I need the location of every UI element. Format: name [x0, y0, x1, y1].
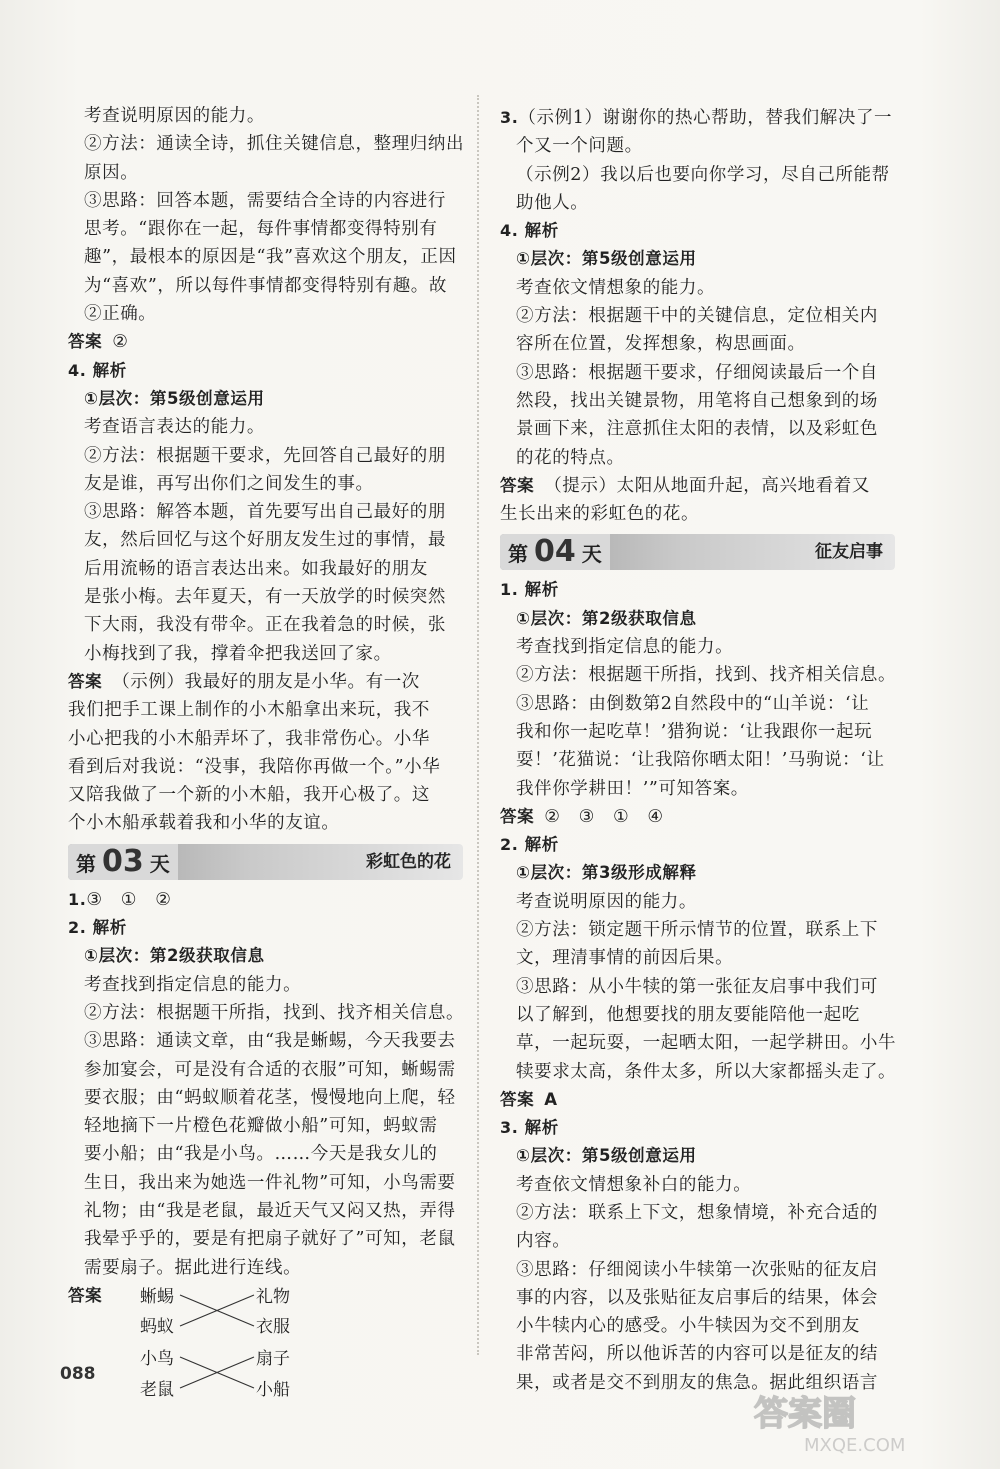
- answer-line: [500, 803, 895, 831]
- text-line: 考查找到指定信息的能力。: [84, 974, 302, 995]
- day-prefix: 第: [76, 851, 96, 876]
- text-line: ③思路：回答本题，需要结合全诗的内容进行: [84, 190, 446, 211]
- text-line: 要小船；由“我是小鸟。……今天是我女儿的: [84, 1144, 438, 1165]
- right-q3-lines: [500, 132, 895, 217]
- analysis-heading: 解析: [524, 221, 559, 241]
- question-number: 2.: [500, 835, 519, 855]
- left-answer2-lines: [68, 696, 463, 837]
- text-line: 参加宴会，可是没有合适的衣服”可知，蜥蜴需: [84, 1059, 456, 1080]
- right-q4-lines: [500, 274, 895, 472]
- text-line: 我和你一起吃草！’猎狗说：‘让我跟你一起玩: [516, 721, 873, 742]
- text-line: ②方法：根据题干要求，先回答自己最好的朋: [84, 445, 446, 466]
- text-line: 我们把手工课上制作的小木船拿出来玩，我不: [68, 700, 430, 721]
- text-line: ③思路：通读文章，由“我是蜥蜴，今天我要去: [84, 1031, 456, 1052]
- question-text: （示例1）谢谢你的热心帮助，替我们解决了一: [518, 108, 893, 128]
- left-intro-lines: [68, 102, 463, 328]
- text-line: 考查说明原因的能力。: [84, 106, 265, 126]
- level-line: ①层次：第3级形成解释: [516, 863, 697, 883]
- text-line: 又陪我做了一个新的小木船，我开心极了。这: [68, 785, 430, 806]
- text-line: 小牛犊内心的感受。小牛犊因为交不到朋友: [516, 1316, 860, 1337]
- text-line: 犊要求太高，条件太多，所以大家都摇头走了。: [516, 1061, 897, 1082]
- text-line: 助他人。: [516, 192, 589, 213]
- question-heading: [68, 914, 463, 942]
- right-column: [500, 104, 895, 1397]
- text-line: 轻地摘下一片橙色花瓣做小船”可知，蚂蚁需: [84, 1116, 438, 1137]
- text-line: 友，然后回忆与这个好朋友发生过的事情，最: [84, 530, 446, 551]
- text-line: ③思路：从小牛犊的第一张征友启事中我们可: [516, 976, 878, 997]
- answer-text-cont: 生长出来的彩虹色的花。: [500, 504, 700, 525]
- question-line: [500, 104, 895, 132]
- analysis-heading: 解析: [524, 1118, 559, 1138]
- text-line: ③思路：仔细阅读小牛犊第一次张贴的征友启: [516, 1259, 878, 1280]
- text-line: 个又一个问题。: [516, 136, 643, 157]
- match-lines: [178, 1282, 258, 1402]
- text-line: 然段，找出关键景物，用笔将自己想象到的场: [516, 390, 878, 411]
- text-line: ②方法：根据题干所指，找到、找齐相关信息。: [516, 665, 897, 686]
- text-line: 考查说明原因的能力。: [516, 891, 697, 912]
- question-number: 4.: [68, 360, 87, 380]
- day-suffix: 天: [581, 542, 602, 567]
- left-q4-lines: [68, 413, 463, 668]
- text-line: 景画下来，注意抓住太阳的表情，以及彩虹色: [516, 419, 878, 440]
- right-d4q3-lines: [500, 1171, 895, 1397]
- level-line: ①层次：第2级获取信息: [516, 608, 697, 628]
- text-line: 生日，我出来为她选一件礼物”可知，小鸟需要: [84, 1172, 456, 1193]
- text-line: 要衣服；由“蚂蚁顺着花茎，慢慢地向上爬，轻: [84, 1087, 456, 1108]
- question-heading: [500, 576, 895, 604]
- text-line: ②方法：通读全诗，抓住关键信息，整理归纳出: [84, 134, 465, 155]
- text-line: 趣”，最根本的原因是“我”喜欢这个朋友，正因: [84, 247, 457, 268]
- question-line: [68, 886, 463, 914]
- text-line: 原因。: [84, 162, 139, 183]
- text-line: ③思路：解答本题，首先要写出自己最好的朋: [84, 502, 446, 523]
- question-heading: [500, 217, 895, 245]
- question-number: 3.: [500, 108, 519, 127]
- day-banner-03: [68, 844, 463, 880]
- answer-line: [500, 1086, 895, 1114]
- answer-text: （示例）我最好的朋友是小华。有一次: [112, 671, 420, 692]
- text-line: 小梅找到了我，撑着伞把我送回了家。: [84, 643, 392, 664]
- day-topic: 彩虹色的花: [366, 851, 451, 872]
- day-topic: 征友启事: [815, 542, 883, 563]
- text-line: 礼物；由“我是老鼠，最近天气又闷又热，弄得: [84, 1200, 456, 1221]
- day-prefix: 第: [508, 542, 528, 567]
- text-line: 考查依文情想象补白的能力。: [516, 1174, 752, 1195]
- text-line: 个小木船承载着我和小华的友谊。: [68, 813, 340, 834]
- answer-line: [68, 668, 463, 696]
- text-line: ③思路：由倒数第2自然段中的“山羊说：‘让: [516, 693, 870, 714]
- answer-label: 答案: [500, 806, 535, 826]
- analysis-heading: 解析: [92, 918, 127, 938]
- question-answer: ③ ① ②: [86, 889, 172, 910]
- left-d3q2-lines: [68, 971, 463, 1282]
- answer-text: （提示）太阳从地面升起，高兴地看着又: [544, 475, 871, 496]
- answer-label: 答案: [68, 332, 103, 352]
- text-line: ③思路：根据题干要求，仔细阅读最后一个自: [516, 362, 878, 383]
- question-number: 1.: [500, 580, 519, 600]
- answer-label: 答案: [500, 475, 535, 495]
- match-right-item: 礼物: [256, 1287, 290, 1308]
- text-line: 容所在位置，发挥想象，构思画面。: [516, 334, 806, 355]
- level-line: ①层次：第5级创意运用: [516, 249, 697, 269]
- text-line: 考查依文情想象的能力。: [516, 277, 716, 298]
- right-d4q1-lines: [500, 633, 895, 803]
- level-line: ①层次：第5级创意运用: [84, 388, 265, 408]
- matching-diagram: [140, 1282, 340, 1412]
- day-suffix: 天: [149, 851, 170, 876]
- text-line: 我伴你学耕田！’”可知答案。: [516, 778, 749, 799]
- text-line: 友是谁，再写出你们之间发生的事。: [84, 473, 374, 494]
- text-line: 为“喜欢”，所以每件事情都变得特别有趣。故: [84, 275, 447, 296]
- text-line: ②正确。: [84, 304, 157, 325]
- text-line: 后用流畅的语言表达出来。如我最好的朋友: [84, 558, 428, 579]
- text-line: 耍！’花猫说：‘让我陪你晒太阳！’马驹说：‘让: [516, 750, 885, 771]
- text-line: 考查语言表达的能力。: [84, 417, 265, 438]
- day-number: 03: [102, 843, 144, 879]
- text-line: 下大雨，我没有带伞。正在我着急的时候，张: [84, 615, 446, 636]
- match-left-item: 老鼠: [140, 1380, 174, 1401]
- text-line: 我晕乎乎的，要是有把扇子就好了”可知，老鼠: [84, 1229, 456, 1250]
- right-d4q2-lines: [500, 888, 895, 1086]
- answer-text: A: [544, 1089, 558, 1109]
- answer-line: [500, 472, 895, 500]
- text-line: 小心把我的小木船弄坏了，我非常伤心。小华: [68, 728, 430, 749]
- level-line: ①层次：第2级获取信息: [84, 946, 265, 966]
- match-right-item: 衣服: [256, 1317, 290, 1338]
- day-box: [500, 534, 610, 570]
- match-left-item: 小鸟: [140, 1349, 174, 1370]
- text-line: 草，一起玩耍，一起晒太阳，一起学耕田。小牛: [516, 1033, 897, 1054]
- text-line: 是张小梅。去年夏天，有一天放学的时候突然: [84, 587, 446, 608]
- text-line: ②方法：根据题干中的关键信息，定位相关内: [516, 306, 878, 327]
- day-box: [68, 844, 178, 880]
- match-left-item: 蚂蚁: [140, 1317, 174, 1338]
- day-number: 04: [534, 534, 576, 570]
- text-line: 考查找到指定信息的能力。: [516, 637, 734, 658]
- svg-text:答案圈: 答案圈: [754, 1394, 856, 1434]
- page-number: 088: [60, 1364, 96, 1384]
- text-line: ②方法：联系上下文，想象情境，补充合适的: [516, 1202, 878, 1223]
- question-heading: [68, 357, 463, 385]
- match-right-item: 扇子: [256, 1349, 290, 1370]
- analysis-heading: 解析: [524, 835, 559, 855]
- text-line: ②方法：根据题干所指，找到、找齐相关信息。: [84, 1002, 465, 1023]
- question-number: 3.: [500, 1118, 519, 1138]
- text-line: 非常苦闷，所以他诉苦的内容可以是征友的结: [516, 1344, 878, 1365]
- text-line: 文，理清事情的前因后果。: [516, 948, 734, 969]
- question-heading: [500, 831, 895, 859]
- text-line: 看到后对我说：“没事，我陪你再做一个。”小华: [68, 756, 441, 777]
- question-number: 2.: [68, 918, 87, 938]
- level-line: ①层次：第5级创意运用: [516, 1146, 697, 1166]
- question-heading: [500, 1114, 895, 1142]
- text-line: ②方法：锁定题干所示情节的位置，联系上下: [516, 920, 878, 941]
- text-line: 果，或者是交不到朋友的焦急。据此组织语言: [516, 1372, 878, 1393]
- match-right-item: 小船: [256, 1380, 290, 1401]
- text-line: （示例2）我以后也要向你学习，尽自己所能帮: [516, 164, 890, 185]
- text-line: 以了解到，他想要找的朋友要能陪他一起吃: [516, 1004, 860, 1025]
- text-line: 需要扇子。据此进行连线。: [84, 1257, 302, 1278]
- analysis-heading: 解析: [524, 580, 559, 600]
- text-line: 内容。: [516, 1231, 571, 1252]
- svg-text:MXQE.COM: MXQE.COM: [804, 1435, 906, 1456]
- question-number: 4.: [500, 221, 519, 241]
- answer-label: 答案: [500, 1089, 535, 1109]
- day-banner-04: [500, 534, 895, 570]
- answer-text: ②: [112, 332, 129, 353]
- analysis-heading: 解析: [92, 360, 127, 380]
- text-line: 思考。“跟你在一起，每件事情都变得特别有: [84, 219, 438, 240]
- answer-text: ② ③ ① ④: [544, 806, 664, 827]
- answer-line: [68, 328, 463, 356]
- text-line: 事的内容，以及张贴征友启事后的结果，体会: [516, 1287, 878, 1308]
- match-left-item: 蜥蜴: [140, 1287, 174, 1308]
- answer-label: 答案: [68, 671, 103, 691]
- watermark-logo: [744, 1387, 974, 1457]
- left-column: [68, 102, 463, 1412]
- answer-label: 答案: [68, 1285, 103, 1305]
- column-divider: [477, 95, 479, 1355]
- text-line: 的花的特点。: [516, 447, 625, 468]
- question-number: 1.: [68, 889, 87, 909]
